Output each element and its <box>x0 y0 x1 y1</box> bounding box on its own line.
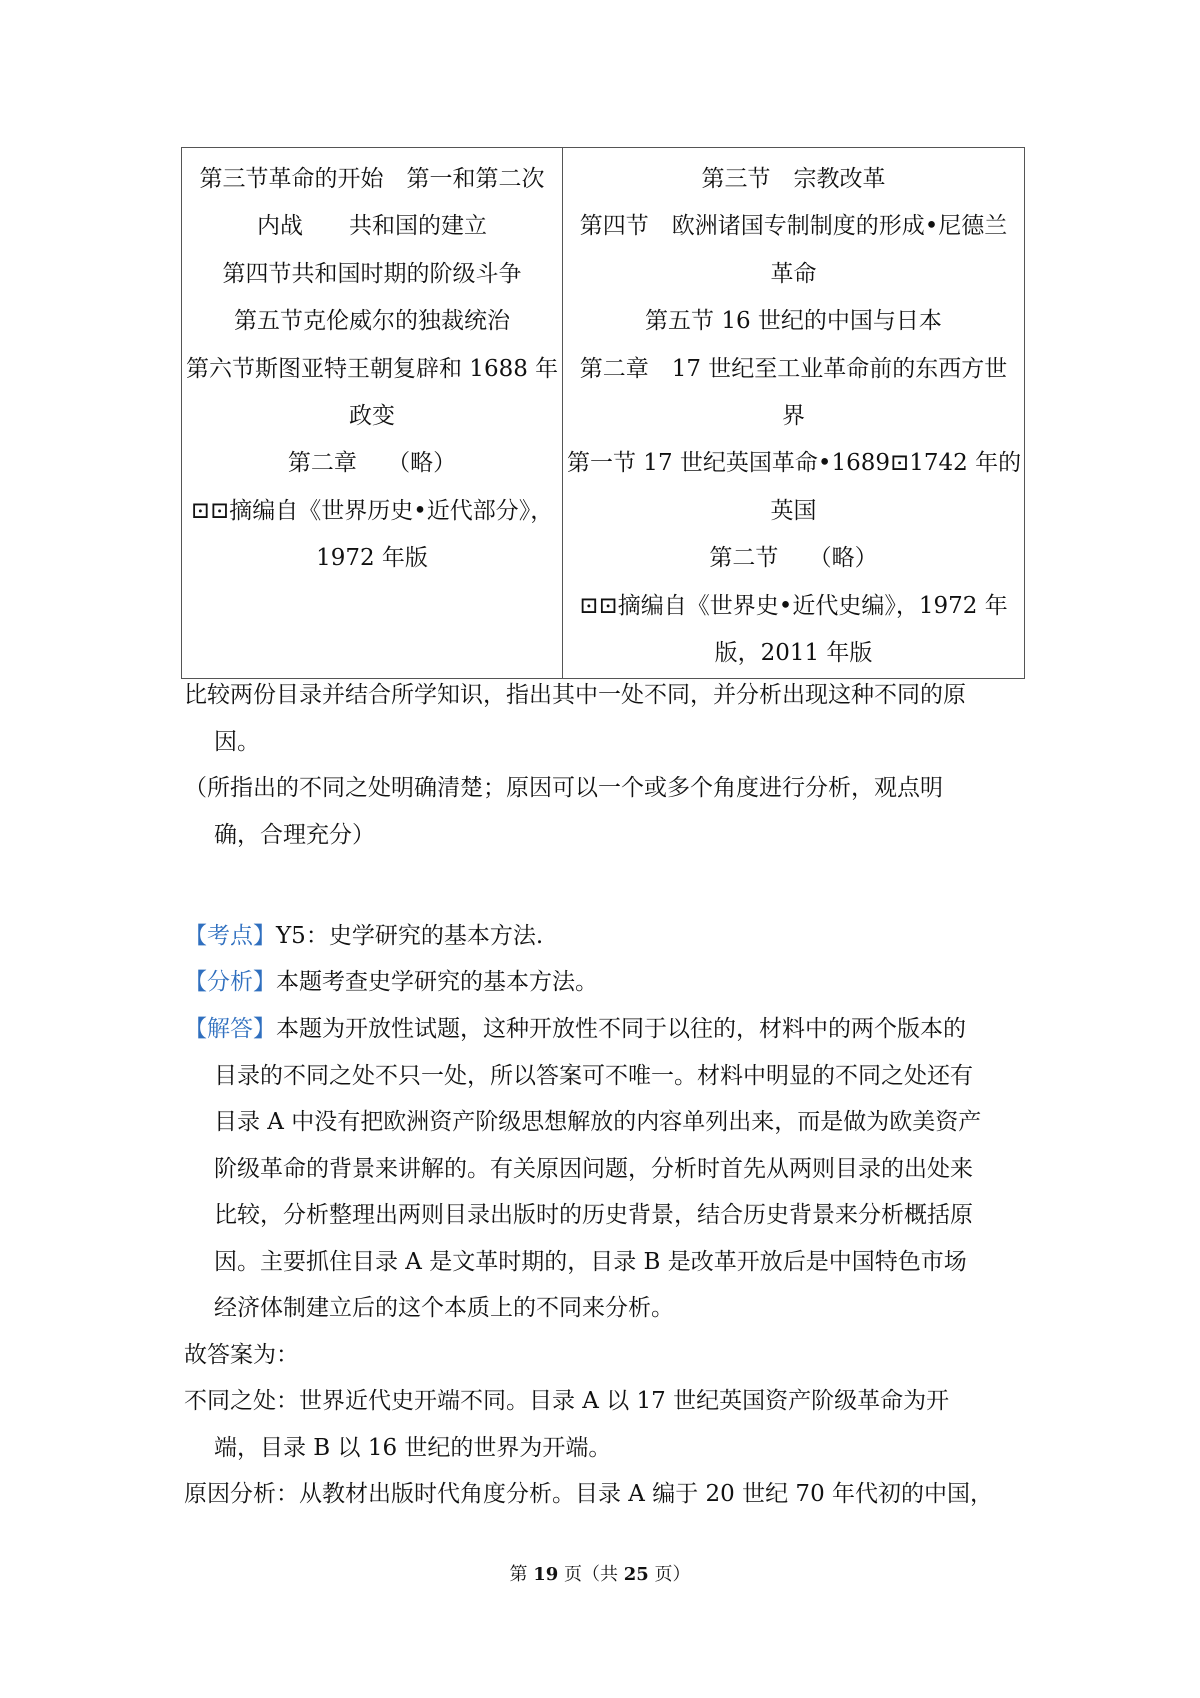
jieda-line: 因。主要抓住目录 A 是文革时期的，目录 B 是改革开放后是中国特色市场 <box>214 1248 967 1275</box>
jieda-line: 本题为开放性试题，这种开放性不同于以往的，材料中的两个版本的 <box>276 1016 966 1042</box>
catalog-b-cell <box>563 148 1025 679</box>
fenxi-tag: 【分析】 <box>184 969 276 995</box>
question-note <box>184 765 1026 858</box>
catalog-b-source: ⊡⊡摘编自《世界史•近代史编》，1972 年 <box>579 592 1008 619</box>
jieda-line: 目录的不同之处不只一处，所以答案可不唯一。材料中明显的不同之处还有 <box>214 1062 973 1089</box>
reason-section: 原因分析：从教材出版时代角度分析。目录 A 编于 20 世纪 70 年代初的中国， <box>184 1481 994 1507</box>
total-pages: 25 <box>623 1564 649 1585</box>
catalog-comparison-table <box>181 147 1025 679</box>
jieda-line: 目录 A 中没有把欧洲资产阶级思想解放的内容单列出来，而是做为欧美资产 <box>214 1109 982 1135</box>
page-number: 19 <box>533 1564 559 1585</box>
answer-intro: 故答案为： <box>184 1342 299 1368</box>
kaodian-tag: 【考点】 <box>184 923 276 949</box>
catalog-a-source: ⊡⊡摘编自《世界历史•近代部分》， <box>190 497 554 524</box>
catalog-b-line: 第二节 （略） <box>709 545 878 572</box>
catalog-a-line: 第三节革命的开始 第一和第二次 <box>199 166 545 192</box>
question-line: 因。 <box>214 728 260 755</box>
catalog-a-source: 1972 年版 <box>316 545 428 572</box>
catalog-b-line: 英国 <box>770 497 817 524</box>
footer-middle: 页（共 <box>558 1564 624 1585</box>
catalog-b-line: 第五节 16 世纪的中国与日本 <box>645 308 942 335</box>
difference-line: 端，目录 B 以 16 世纪的世界为开端。 <box>214 1434 612 1461</box>
catalog-a-line: 第二章 （略） <box>287 450 457 477</box>
jieda-section <box>184 1006 1026 1332</box>
page-footer <box>0 1560 1200 1586</box>
jieda-line: 比较，分析整理出两则目录出版时的历史背景，结合历史背景来分析概括原 <box>214 1202 973 1228</box>
jieda-line: 阶级革命的背景来讲解的。有关原因问题，分析时首先从两则目录的出处来 <box>214 1155 973 1182</box>
catalog-b-line: 第二章 17 世纪至工业革命前的东西方世 <box>579 355 1008 382</box>
catalog-a-line: 政变 <box>349 403 395 430</box>
jieda-tag: 【解答】 <box>184 1016 276 1042</box>
catalog-b-line: 第四节 欧洲诸国专制制度的形成•尼德兰 <box>579 213 1008 240</box>
fenxi-text: 本题考查史学研究的基本方法。 <box>276 969 598 995</box>
footer-suffix: 页） <box>648 1564 691 1585</box>
footer-prefix: 第 <box>509 1564 534 1585</box>
catalog-a-line: 第四节共和国时期的阶级斗争 <box>222 260 522 287</box>
note-line: （所指出的不同之处明确清楚；原因可以一个或多个角度进行分析，观点明 <box>184 775 943 801</box>
catalog-a-cell <box>182 148 563 679</box>
difference-line: 不同之处：世界近代史开端不同。目录 A 以 17 世纪英国资产阶级革命为开 <box>184 1388 950 1414</box>
kaodian-section <box>184 913 1026 960</box>
difference-section <box>184 1378 1026 1471</box>
catalog-b-line: 第三节 宗教改革 <box>701 166 886 192</box>
jieda-line: 经济体制建立后的这个本质上的不同来分析。 <box>214 1295 674 1321</box>
question-text <box>184 672 1026 765</box>
catalog-a-line: 第六节斯图亚特王朝复辟和 1688 年 <box>186 355 559 382</box>
fenxi-section <box>184 959 1026 1006</box>
catalog-b-line: 革命 <box>770 260 817 287</box>
catalog-a-line: 内战 共和国的建立 <box>257 213 487 240</box>
question-line: 比较两份目录并结合所学知识，指出其中一处不同，并分析出现这种不同的原 <box>184 682 966 708</box>
catalog-b-line: 第一节 17 世纪英国革命•1689⊡1742 年的 <box>567 450 1022 477</box>
catalog-b-line: 界 <box>782 403 805 430</box>
catalog-b-source: 版，2011 年版 <box>714 640 873 667</box>
kaodian-text: Y5：史学研究的基本方法. <box>276 923 544 949</box>
note-line: 确，合理充分） <box>214 821 375 848</box>
catalog-a-line: 第五节克伦威尔的独裁统治 <box>234 308 510 335</box>
